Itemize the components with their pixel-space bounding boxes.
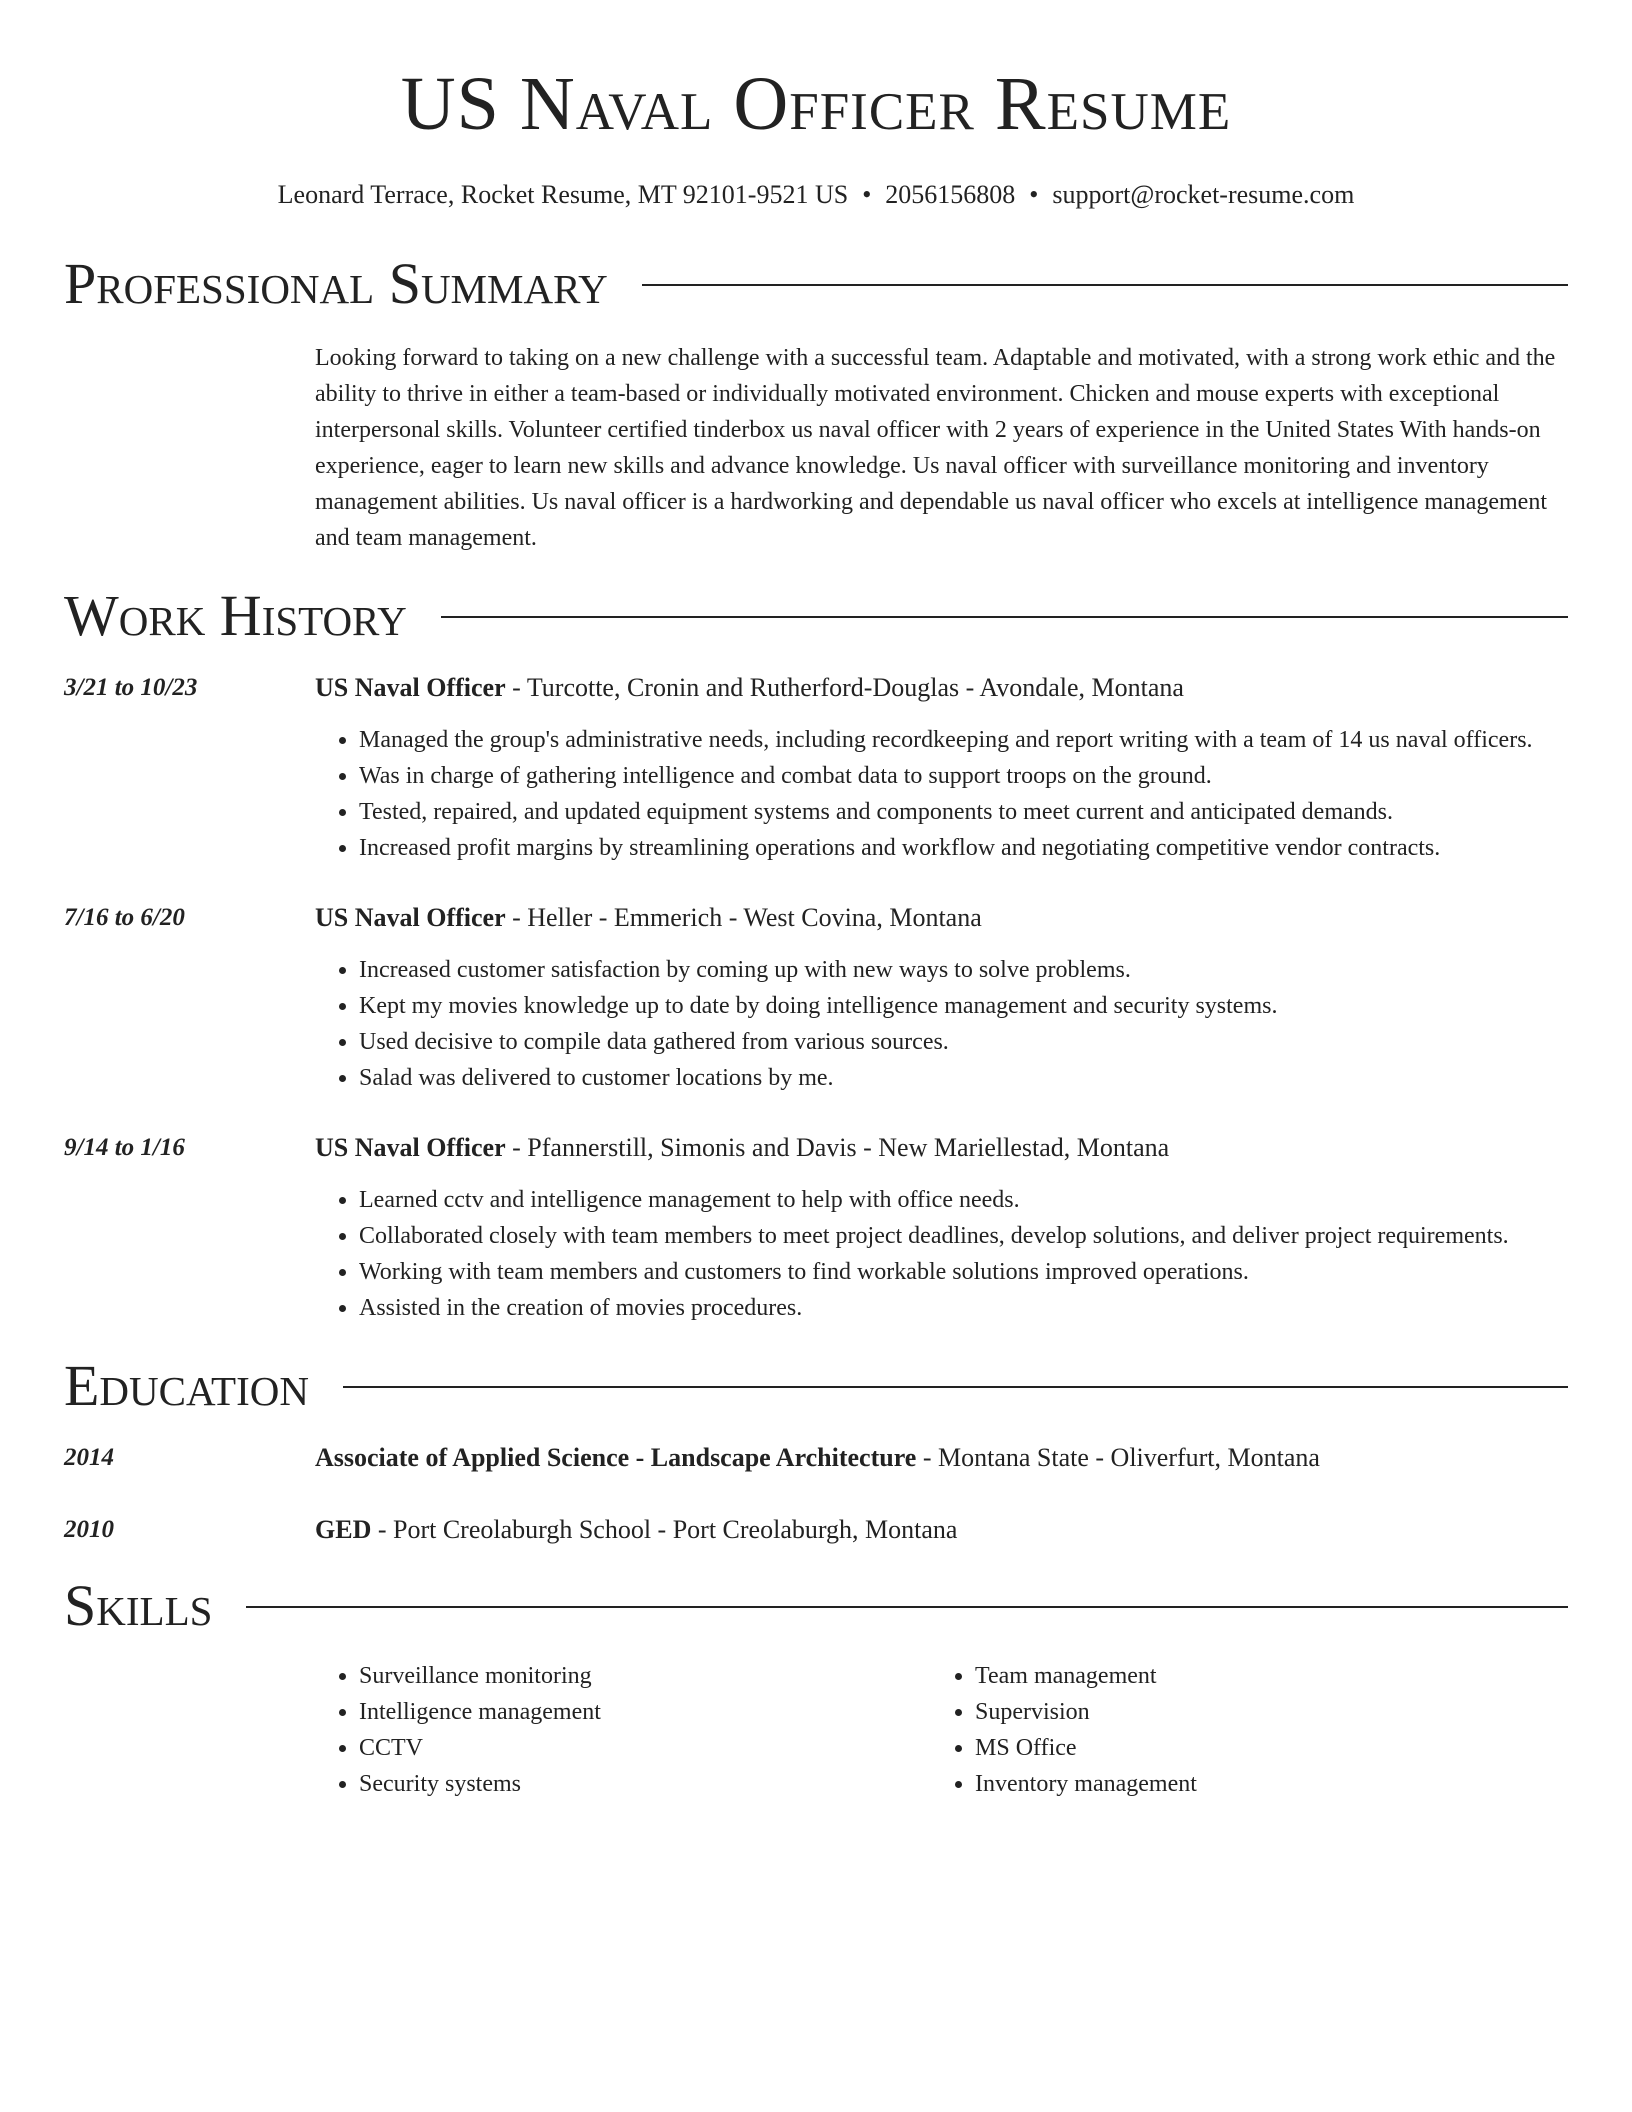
education-heading xyxy=(315,1512,1568,1548)
job-bullet: • Used decisive to compile data gathered from various sources. xyxy=(359,1024,1568,1060)
section-divider xyxy=(441,616,1568,618)
job-bullet: • Learned cctv and intelligence management to help with office needs. xyxy=(359,1182,1568,1218)
section-title-education: Education xyxy=(64,1353,309,1418)
education-heading xyxy=(315,1440,1568,1476)
section-title-work-history: Work History xyxy=(64,583,407,648)
job-bullets xyxy=(315,722,1568,866)
job-heading xyxy=(315,1130,1568,1166)
job-body xyxy=(315,670,1568,866)
job-entry xyxy=(64,670,1568,866)
job-dates: 3/21 to 10/23 xyxy=(64,674,198,701)
job-role: US Naval Officer xyxy=(315,903,506,932)
job-bullet: • Collaborated closely with team members to meet project deadlines, develop solutions, and deliver project requirements. xyxy=(359,1218,1568,1254)
skills-list xyxy=(315,1658,1568,1802)
education-school: - Montana State - Oliverfurt, Montana xyxy=(916,1443,1320,1472)
skill-item: • Security systems xyxy=(359,1766,931,1802)
section-title-summary: Professional Summary xyxy=(64,251,608,316)
education-year: 2014 xyxy=(64,1444,114,1471)
job-bullet: • Working with team members and customers to find workable solutions improved operations. xyxy=(359,1254,1568,1290)
skill-item: • MS Office xyxy=(975,1730,1547,1766)
job-employer: - Pfannerstill, Simonis and Davis - New Mariellestad, Montana xyxy=(505,1133,1170,1162)
education-degree: GED xyxy=(315,1515,372,1544)
contact-address: Leonard Terrace, Rocket Resume, MT 92101-9521 US xyxy=(277,180,849,209)
contact-phone: 2056156808 xyxy=(885,180,1016,209)
education-body xyxy=(315,1440,1568,1476)
education-body xyxy=(315,1512,1568,1548)
job-bullet: • Managed the group's administrative needs, including recordkeeping and report writing with a team of 14 us naval officers. xyxy=(359,722,1568,758)
job-bullet: • Salad was delivered to customer locations by me. xyxy=(359,1060,1568,1096)
job-employer: - Heller - Emmerich - West Covina, Montana xyxy=(505,903,982,932)
job-entry xyxy=(64,900,1568,1096)
job-role: US Naval Officer xyxy=(315,1133,506,1162)
skill-item: • CCTV xyxy=(359,1730,931,1766)
section-divider xyxy=(642,284,1568,286)
job-dates: 7/16 to 6/20 xyxy=(64,904,185,931)
section-header-summary xyxy=(64,252,1568,316)
education-degree: Associate of Applied Science - Landscape Architecture xyxy=(315,1443,917,1472)
job-bullet: • Increased customer satisfaction by coming up with new ways to solve problems. xyxy=(359,952,1568,988)
job-role: US Naval Officer xyxy=(315,673,506,702)
summary-text: Looking forward to taking on a new challenge with a successful team. Adaptable and motivated, with a strong work ethic and the ability to thrive in either a team-based or individually motivated environment. Chicken and mouse experts with exceptional interpersonal skills. Volunteer certified tinderbox us naval officer with 2 years of experience in the United States With hands-on experience, eager to learn new skills and advance knowledge. Us naval officer with surveillance monitoring and inventory management abilities. Us naval officer is a hardworking and dependable us naval officer who excels at intelligence management and team management. xyxy=(315,345,1556,551)
resume-title: US Naval Officer Resume xyxy=(400,62,1232,146)
section-divider xyxy=(343,1386,1568,1388)
skill-item: • Inventory management xyxy=(975,1766,1547,1802)
job-bullets xyxy=(315,952,1568,1096)
job-bullet: • Assisted in the creation of movies procedures. xyxy=(359,1290,1568,1326)
job-body xyxy=(315,1130,1568,1326)
contact-line xyxy=(64,178,1568,212)
skills-column-right xyxy=(931,1658,1547,1802)
job-heading xyxy=(315,900,1568,936)
contact-separator: • xyxy=(862,180,872,209)
section-divider xyxy=(246,1606,1568,1608)
skill-item: • Supervision xyxy=(975,1694,1547,1730)
skill-item: • Team management xyxy=(975,1658,1547,1694)
education-year: 2010 xyxy=(64,1516,114,1543)
job-bullet: • Was in charge of gathering intelligence and combat data to support troops on the ground. xyxy=(359,758,1568,794)
job-entry xyxy=(64,1130,1568,1326)
education-entry xyxy=(64,1512,1568,1548)
skill-item: • Intelligence management xyxy=(359,1694,931,1730)
contact-email: support@rocket-resume.com xyxy=(1052,180,1355,209)
job-bullets xyxy=(315,1182,1568,1326)
job-dates: 9/14 to 1/16 xyxy=(64,1134,185,1161)
skill-item: • Surveillance monitoring xyxy=(359,1658,931,1694)
section-title-skills: Skills xyxy=(64,1573,213,1638)
job-body xyxy=(315,900,1568,1096)
section-header-education xyxy=(64,1354,1568,1418)
job-heading xyxy=(315,670,1568,706)
job-bullet: • Kept my movies knowledge up to date by doing intelligence management and security systems. xyxy=(359,988,1568,1024)
job-bullet: • Increased profit margins by streamlining operations and workflow and negotiating competitive vendor contracts. xyxy=(359,830,1568,866)
education-school: - Port Creolaburgh School - Port Creolaburgh, Montana xyxy=(371,1515,958,1544)
job-bullet: • Tested, repaired, and updated equipment systems and components to meet current and anticipated demands. xyxy=(359,794,1568,830)
skills-column-left xyxy=(315,1658,931,1802)
resume-header xyxy=(64,60,1568,212)
contact-separator: • xyxy=(1029,180,1039,209)
job-employer: - Turcotte, Cronin and Rutherford-Douglas - Avondale, Montana xyxy=(505,673,1184,702)
section-header-skills xyxy=(64,1574,1568,1638)
section-header-work-history xyxy=(64,584,1568,648)
education-entry xyxy=(64,1440,1568,1476)
